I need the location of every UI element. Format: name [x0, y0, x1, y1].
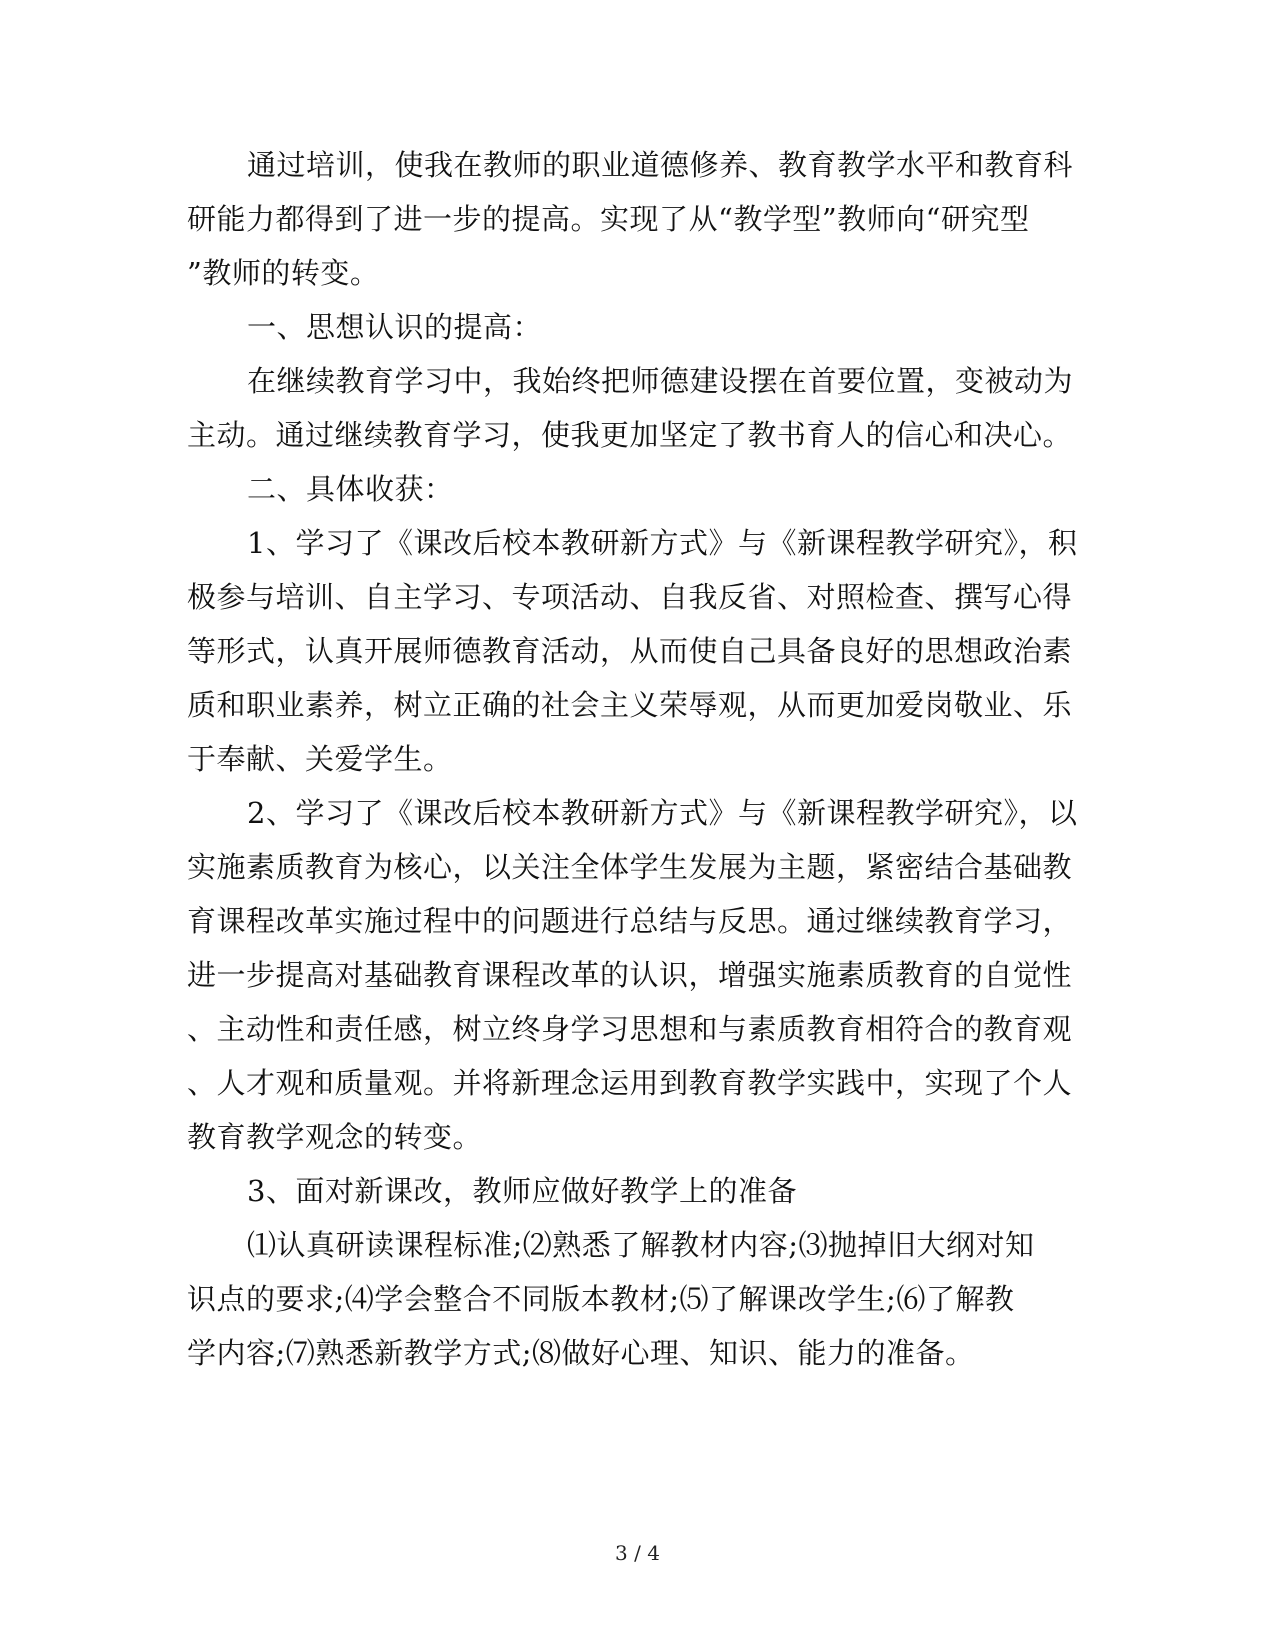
text-line: 3、面对新课改，教师应做好教学上的准备 — [247, 1174, 797, 1208]
text-line: 实施素质教育为核心，以关注全体学生发展为主题，紧密结合基础教 — [187, 850, 1073, 884]
text-line: 、人才观和质量观。并将新理念运用到教育教学实践中，实现了个人 — [187, 1066, 1073, 1100]
section-heading: 二、具体收获： — [247, 472, 454, 506]
text-line: 于奉献、关爱学生。 — [187, 742, 453, 776]
text-line: 在继续教育学习中，我始终把师德建设摆在首要位置，变被动为 — [247, 364, 1074, 398]
text-line: 育课程改革实施过程中的问题进行总结与反思。通过继续教育学习， — [187, 904, 1073, 938]
text-line: 质和职业素养，树立正确的社会主义荣辱观，从而更加爱岗敬业、乐 — [187, 688, 1073, 722]
text-line: 1、学习了《课改后校本教研新方式》与《新课程教学研究》，积 — [247, 526, 1078, 560]
text-line: 识点的要求;⑷学会整合不同版本教材;⑸了解课改学生;⑹了解教 — [187, 1282, 1015, 1316]
text-line: ”教师的转变。 — [187, 256, 380, 290]
text-line: 2、学习了《课改后校本教研新方式》与《新课程教学研究》，以 — [247, 796, 1078, 830]
page-number: 3 / 4 — [615, 1541, 660, 1565]
text-line: 、主动性和责任感，树立终身学习思想和与素质教育相符合的教育观 — [187, 1012, 1073, 1046]
text-line: 教育教学观念的转变。 — [187, 1120, 483, 1154]
text-line: 进一步提高对基础教育课程改革的认识，增强实施素质教育的自觉性 — [187, 958, 1073, 992]
text-line: 极参与培训、自主学习、专项活动、自我反省、对照检查、撰写心得 — [187, 580, 1073, 614]
text-line: 等形式，认真开展师德教育活动，从而使自己具备良好的思想政治素 — [187, 634, 1073, 668]
text-line: 通过培训，使我在教师的职业道德修养、教育教学水平和教育科 — [247, 148, 1074, 182]
text-line: 学内容;⑺熟悉新教学方式;⑻做好心理、知识、能力的准备。 — [187, 1336, 975, 1370]
text-line: 主动。通过继续教育学习，使我更加坚定了教书育人的信心和决心。 — [187, 418, 1073, 452]
text-line: 研能力都得到了进一步的提高。实现了从“教学型”教师向“研究型 — [187, 202, 1030, 236]
section-heading: 一、思想认识的提高： — [247, 310, 543, 344]
text-line: ⑴认真研读课程标准;⑵熟悉了解教材内容;⑶抛掉旧大纲对知 — [247, 1228, 1035, 1262]
